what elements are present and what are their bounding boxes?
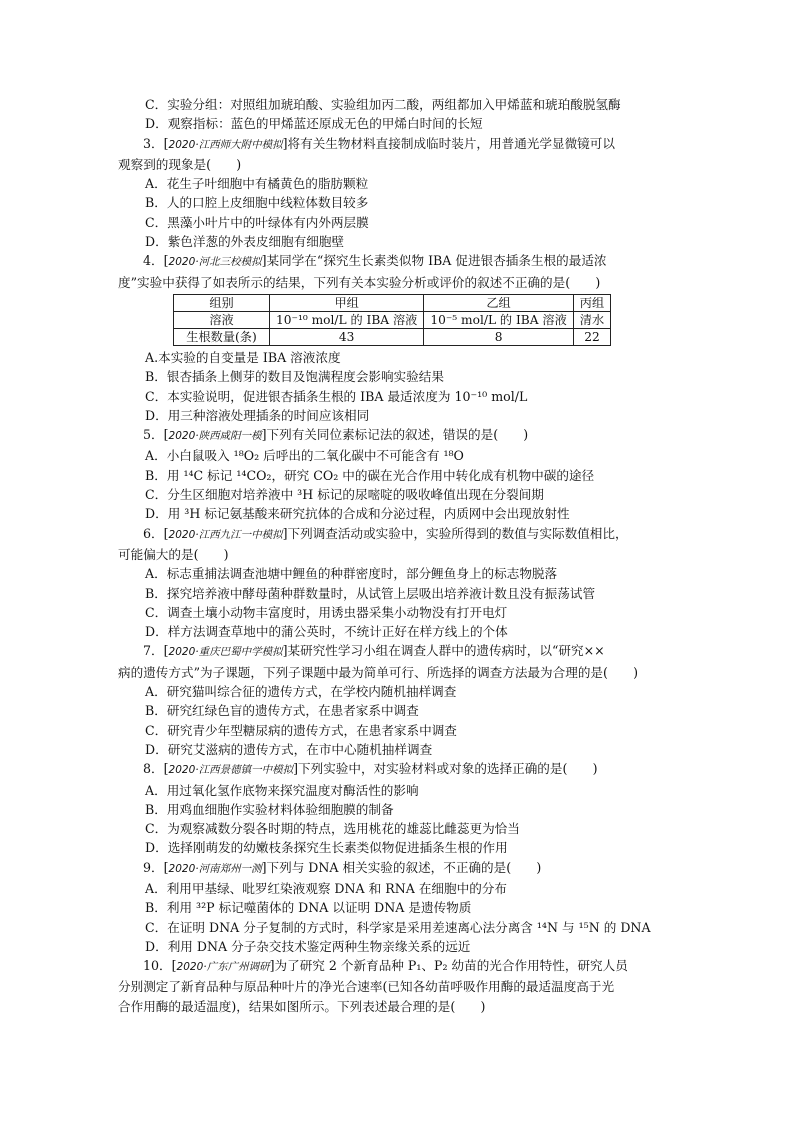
question-5-stem: 5．[2020·陕西咸阳一模]下列有关同位素标记法的叙述，错误的是( ) — [143, 427, 529, 443]
question-8-stem: 8．[2020·江西景德镇一中模拟]下列实验中，对实验材料或对象的选择正确的是( ) — [143, 761, 598, 777]
question-5-option-d: D．用 ³H 标记氨基酸来研究抗体的合成和分泌过程，内质网中会出现放射性 — [145, 506, 570, 522]
question-3-stem: 3．[2020·江西师大附中模拟]将有关生物材料直接制成临时装片，用普通光学显微镜可以 — [143, 135, 615, 151]
question-source: 2020·江西景德镇一中模拟 — [168, 764, 294, 777]
question-5-option-a: A．小白鼠吸入 ¹⁸O₂ 后呼出的二氧化碳中不可能含有 ¹⁸O — [145, 448, 464, 464]
question-8-option-d: D．选择刚萌发的幼嫩枝条探究生长素类似物促进插条生根的作用 — [145, 840, 508, 856]
question-6-stem: 6．[2020·江西九江一中模拟]下列调查活动或实验中，实验所得到的数值与实际数值相比， — [143, 525, 628, 541]
question-7-stem-cont: 病的遗传方式”为子课题，下列子课题中最为简单可行、所选择的调查方法最为合理的是( ) — [118, 664, 639, 680]
question-7-option-a: A．研究猫叫综合征的遗传方式，在学校内随机抽样调查 — [145, 684, 457, 700]
question-7-option-d: D．研究艾滋病的遗传方式，在市中心随机抽样调查 — [145, 741, 433, 757]
table-cell: 溶液 — [174, 311, 270, 328]
question-3-option-b: B．人的口腔上皮细胞中线粒体数目较多 — [145, 195, 369, 211]
table-cell: 22 — [573, 328, 610, 345]
question-4-option-d: D．用三种溶液处理插条的时间应该相同 — [145, 407, 370, 423]
question-9-option-b: B．利用 ³²P 标记噬菌体的 DNA 以证明 DNA 是遗传物质 — [145, 900, 472, 916]
question-6-option-a: A．标志重捕法调查池塘中鲤鱼的种群密度时，部分鲤鱼身上的标志物脱落 — [145, 566, 558, 582]
question-source: 2020·重庆巴蜀中学模拟 — [168, 646, 283, 659]
results-table — [173, 294, 611, 346]
question-6-option-c: C．调查土壤小动物丰富度时，用诱虫器采集小动物没有打开电灯 — [145, 604, 508, 620]
table-cell: 生根数量(条) — [174, 328, 270, 345]
question-9-option-d: D．利用 DNA 分子杂交技术鉴定两种生物亲缘关系的远近 — [145, 938, 471, 954]
question-5-option-b: B．用 ¹⁴C 标记 ¹⁴CO₂，研究 CO₂ 中的碳在光合作用中转化成有机物中碳的途径 — [145, 467, 595, 483]
question-9-option-a: A．利用甲基绿、吡罗红染液观察 DNA 和 RNA 在细胞中的分布 — [145, 880, 507, 896]
question-6-option-b: B．探究培养液中酵母菌种群数量时，从试管上层吸出培养液计数且没有振荡试管 — [145, 585, 596, 601]
question-7-option-c: C．研究青少年型糖尿病的遗传方式，在患者家系中调查 — [145, 722, 457, 738]
table-cell: 10⁻⁵ mol/L 的 IBA 溶液 — [424, 311, 573, 328]
question-3-option-d: D．紫色洋葱的外表皮细胞有细胞壁 — [145, 234, 345, 250]
table-row — [174, 328, 611, 345]
question-3-stem-cont: 观察到的现象是( ) — [118, 156, 242, 172]
question-source: 2020·河南郑州一测 — [168, 862, 262, 875]
table-cell: 10⁻¹⁰ mol/L 的 IBA 溶液 — [270, 311, 424, 328]
question-source: 2020·江西师大附中模拟 — [168, 138, 283, 151]
question-4-option-a: A.本实验的自变量是 IBA 溶液浓度 — [145, 349, 341, 365]
question-6-stem-cont: 可能偏大的是( ) — [118, 546, 229, 562]
question-5-option-c: C．分生区细胞对培养液中 ³H 标记的尿嘧啶的吸收峰值出现在分裂间期 — [145, 487, 544, 503]
table-row — [174, 311, 611, 328]
question-4-option-c: C．本实验说明，促进银杏插条生根的 IBA 最适浓度为 10⁻¹⁰ mol/L — [145, 388, 528, 404]
question-8-option-a: A．用过氧化氢作底物来探究温度对酶活性的影响 — [145, 782, 419, 798]
question-3-option-a: A．花生子叶细胞中有橘黄色的脂肪颗粒 — [145, 176, 369, 192]
question-9-option-c: C．在证明 DNA 分子复制的方式时，科学家是采用差速离心法分离含 ¹⁴N 与 ¹⁵N 的 DNA — [145, 919, 651, 935]
question-source: 2020·广东广州调研 — [176, 961, 270, 974]
question-source: 2020·陕西咸阳一模 — [168, 430, 262, 443]
question-7-stem: 7．[2020·重庆巴蜀中学模拟]某研究性学习小组在调查人群中的遗传病时，以“研究×× — [143, 643, 605, 659]
question-3-option-c: C．黑藻小叶片中的叶绿体有内外两层膜 — [145, 214, 369, 230]
question-8-option-b: B．用鸡血细胞作实验材料体验细胞膜的制备 — [145, 801, 394, 817]
table-cell: 丙组 — [573, 294, 610, 311]
question-9-stem: 9．[2020·河南郑州一测]下列与 DNA 相关实验的叙述，不正确的是( ) — [143, 859, 542, 875]
option-line: D．观察指标：蓝色的甲烯蓝还原成无色的甲烯白时间的长短 — [145, 116, 483, 132]
question-4-stem-cont: 度”实验中获得了如表所示的结果，下列有关本实验分析或评价的叙述不正确的是( ) — [118, 274, 601, 290]
question-6-option-d: D．样方法调查草地中的蒲公英时，不统计正好在样方线上的个体 — [145, 624, 508, 640]
option-line: C．实验分组：对照组加琥珀酸、实验组加丙二酸，两组都加入甲烯蓝和琥珀酸脱氢酶 — [145, 97, 621, 112]
table-cell: 乙组 — [424, 294, 573, 311]
question-source: 2020·河北三校模拟 — [168, 256, 262, 269]
table-cell: 甲组 — [270, 294, 424, 311]
table-cell: 清水 — [573, 311, 610, 328]
document-body — [118, 95, 651, 1016]
table-row — [174, 294, 611, 311]
table-cell: 43 — [270, 328, 424, 345]
table-cell: 组别 — [174, 294, 270, 311]
question-10-stem-cont: 分别测定了新育品种与原品种叶片的净光合速率(已知各幼苗呼吸作用酶的最适温度高于光 — [118, 979, 615, 995]
question-source: 2020·江西九江一中模拟 — [168, 528, 283, 541]
question-4-option-b: B．银杏插条上侧芽的数目及饱满程度会影响实验结果 — [145, 369, 444, 385]
question-10-stem-cont: 合作用酶的最适温度)，结果如图所示。下列表述最合理的是( ) — [118, 998, 486, 1014]
question-7-option-b: B．研究红绿色盲的遗传方式，在患者家系中调查 — [145, 703, 419, 719]
question-8-option-c: C．为观察减数分裂各时期的特点，选用桃花的雄蕊比雌蕊更为恰当 — [145, 821, 520, 837]
table-cell: 8 — [424, 328, 573, 345]
question-10-stem: 10．[2020·广东广州调研]为了研究 2 个新育品种 P₁、P₂ 幼苗的光合作用特性，研究人员 — [143, 958, 628, 974]
question-4-stem: 4．[2020·河北三校模拟]某同学在“探究生长素类似物 IBA 促进银杏插条生根的最适浓 — [143, 253, 607, 269]
